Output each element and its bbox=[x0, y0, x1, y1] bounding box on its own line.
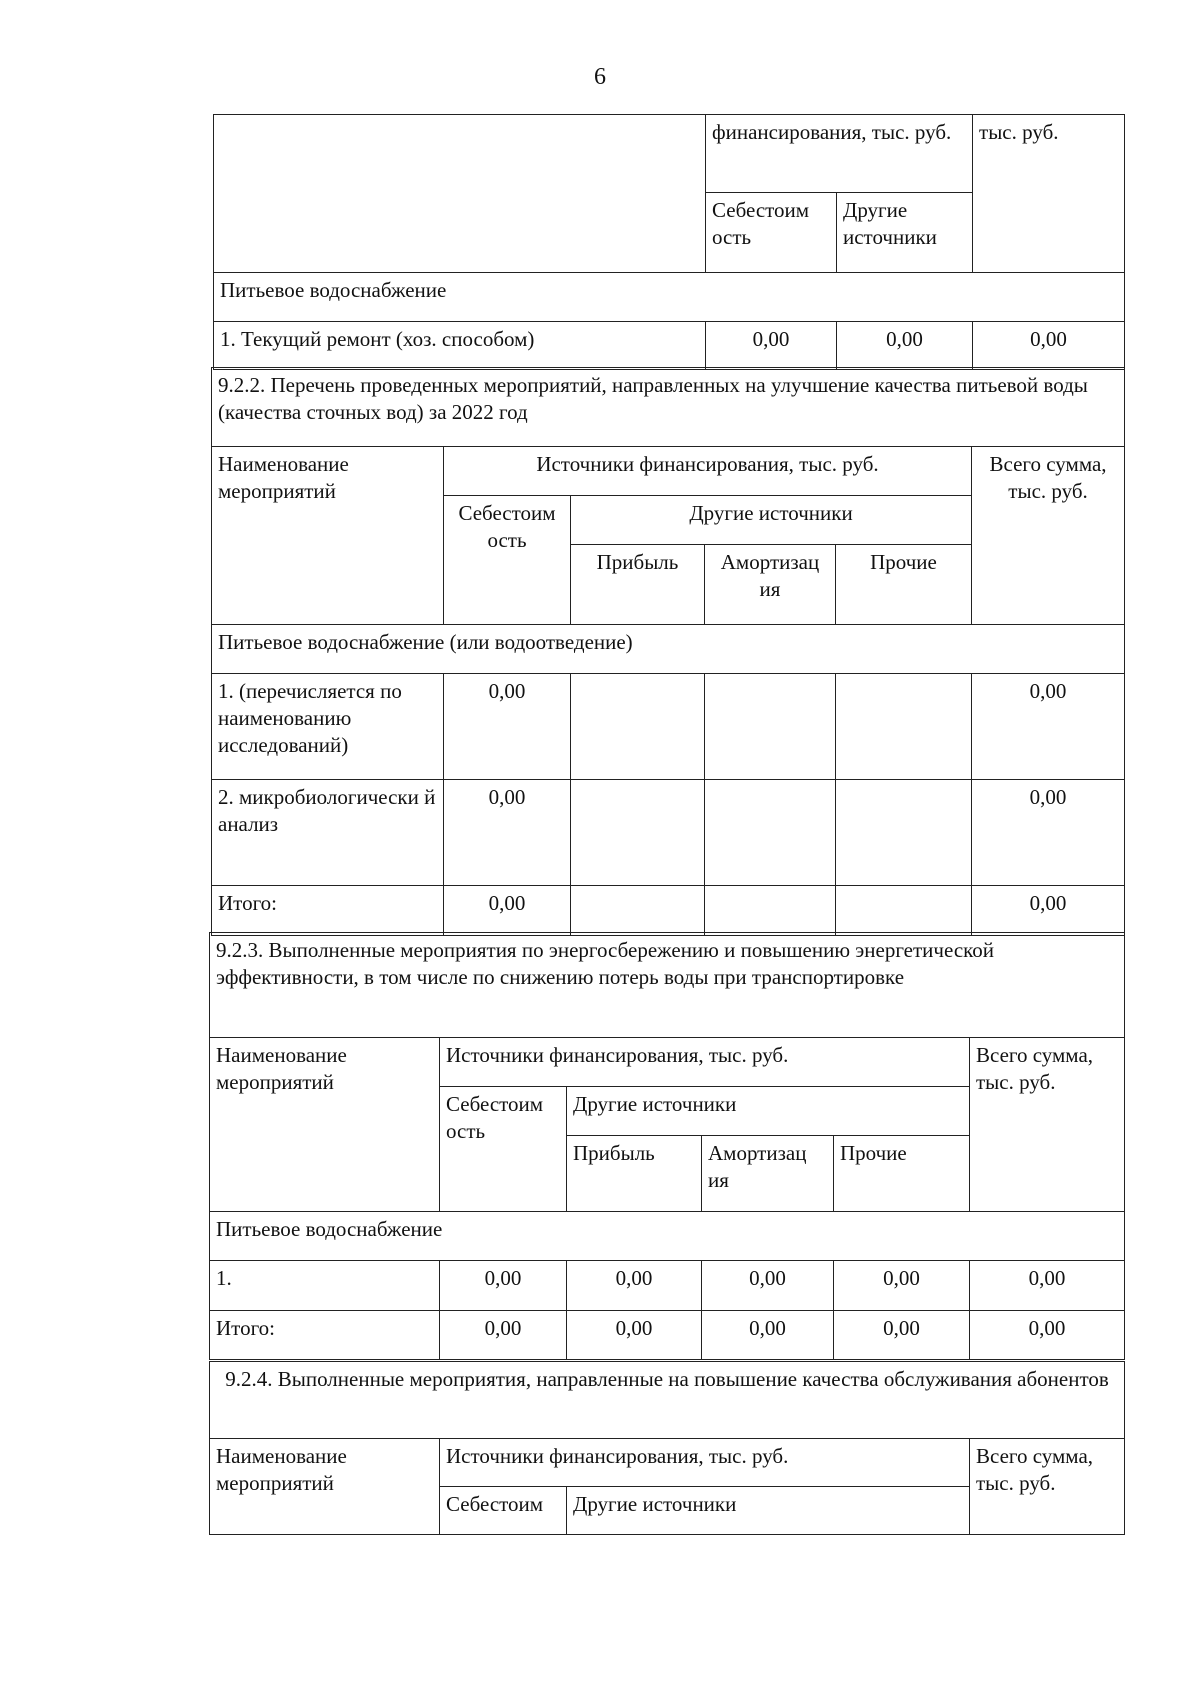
row-total: 0,00 bbox=[972, 674, 1125, 780]
row-total: 0,00 bbox=[973, 322, 1125, 370]
row-name: 1. bbox=[210, 1261, 440, 1311]
row-profit: 0,00 bbox=[567, 1261, 702, 1311]
row-other: 0,00 bbox=[837, 322, 973, 370]
table-row bbox=[210, 1261, 1125, 1311]
row-name: Итого: bbox=[210, 1311, 440, 1360]
row-cost: 0,00 bbox=[444, 886, 571, 936]
header-total: Всего сумма, тыс. руб. bbox=[970, 1038, 1125, 1212]
header-profit: Прибыль bbox=[567, 1136, 702, 1212]
header-cost: Себестоим ость bbox=[440, 1087, 567, 1212]
row-cost: 0,00 bbox=[440, 1311, 567, 1360]
section-title: Питьевое водоснабжение bbox=[210, 1212, 1125, 1261]
row-misc: 0,00 bbox=[834, 1261, 970, 1311]
header-other-sources: Другие источники bbox=[567, 1087, 970, 1136]
row-profit: 0,00 bbox=[567, 1311, 702, 1360]
header-other-sources: Другие источники bbox=[571, 496, 972, 545]
row-misc bbox=[836, 674, 972, 780]
section-heading: 9.2.3. Выполненные мероприятия по энергосбережению и повышению энергетической эффективности, в том числе по снижению потерь воды при транспортировке bbox=[210, 933, 1125, 1038]
header-profit: Прибыль bbox=[571, 545, 705, 625]
section-heading: 9.2.4. Выполненные мероприятия, направленные на повышение качества обслуживания абонентов bbox=[210, 1362, 1125, 1439]
header-name: Наименование мероприятий bbox=[210, 1038, 440, 1212]
header-other-sources: Другие источники bbox=[837, 193, 973, 273]
header-cost: Себестоим bbox=[440, 1487, 567, 1535]
section-title: Питьевое водоснабжение (или водоотведение) bbox=[212, 625, 1125, 674]
row-misc bbox=[836, 780, 972, 886]
row-profit bbox=[571, 886, 705, 936]
page-number: 6 bbox=[594, 64, 606, 90]
section-heading: 9.2.2. Перечень проведенных мероприятий, направленных на улучшение качества питьевой воды (качества сточных вод) за 2022 год bbox=[212, 368, 1125, 447]
row-amortization bbox=[705, 674, 836, 780]
table-customer-service-measures bbox=[209, 1361, 1125, 1535]
header-blank-cell bbox=[214, 115, 706, 273]
table-row-total bbox=[210, 1311, 1125, 1360]
row-name: 2. микробиологически й анализ bbox=[212, 780, 444, 886]
row-amortization: 0,00 bbox=[702, 1311, 834, 1360]
row-total: 0,00 bbox=[972, 886, 1125, 936]
row-cost: 0,00 bbox=[440, 1261, 567, 1311]
header-financing: финансирования, тыс. руб. bbox=[706, 115, 973, 193]
row-amortization: 0,00 bbox=[702, 1261, 834, 1311]
row-total: 0,00 bbox=[970, 1311, 1125, 1360]
row-profit bbox=[571, 674, 705, 780]
header-total: Всего сумма, тыс. руб. bbox=[972, 447, 1125, 625]
row-total: 0,00 bbox=[970, 1261, 1125, 1311]
header-other-sources: Другие источники bbox=[567, 1487, 970, 1535]
row-name: Итого: bbox=[212, 886, 444, 936]
table-current-repair bbox=[213, 114, 1125, 370]
header-total: тыс. руб. bbox=[973, 115, 1125, 273]
table-row bbox=[214, 322, 1125, 370]
header-misc: Прочие bbox=[836, 545, 972, 625]
table-row bbox=[212, 780, 1125, 886]
row-cost: 0,00 bbox=[706, 322, 837, 370]
header-name: Наименование мероприятий bbox=[210, 1439, 440, 1535]
row-total: 0,00 bbox=[972, 780, 1125, 886]
table-energy-saving-measures bbox=[209, 932, 1125, 1360]
header-sources: Источники финансирования, тыс. руб. bbox=[440, 1439, 970, 1487]
row-misc: 0,00 bbox=[834, 1311, 970, 1360]
header-amortization: Амортизац ия bbox=[705, 545, 836, 625]
header-sources: Источники финансирования, тыс. руб. bbox=[440, 1038, 970, 1087]
header-misc: Прочие bbox=[834, 1136, 970, 1212]
header-amortization: Амортизац ия bbox=[702, 1136, 834, 1212]
table-row-total bbox=[212, 886, 1125, 936]
row-amortization bbox=[705, 886, 836, 936]
header-cost: Себестоим ость bbox=[444, 496, 571, 625]
row-profit bbox=[571, 780, 705, 886]
section-title: Питьевое водоснабжение bbox=[214, 273, 1125, 322]
row-cost: 0,00 bbox=[444, 780, 571, 886]
row-name: 1. (перечисляется по наименованию исследований) bbox=[212, 674, 444, 780]
row-misc bbox=[836, 886, 972, 936]
row-cost: 0,00 bbox=[444, 674, 571, 780]
header-total: Всего сумма, тыс. руб. bbox=[970, 1439, 1125, 1535]
header-cost: Себестоим ость bbox=[706, 193, 837, 273]
table-row bbox=[212, 674, 1125, 780]
row-name: 1. Текущий ремонт (хоз. способом) bbox=[214, 322, 706, 370]
row-amortization bbox=[705, 780, 836, 886]
header-name: Наименование мероприятий bbox=[212, 447, 444, 625]
header-sources: Источники финансирования, тыс. руб. bbox=[444, 447, 972, 496]
table-water-quality-measures bbox=[211, 367, 1125, 936]
